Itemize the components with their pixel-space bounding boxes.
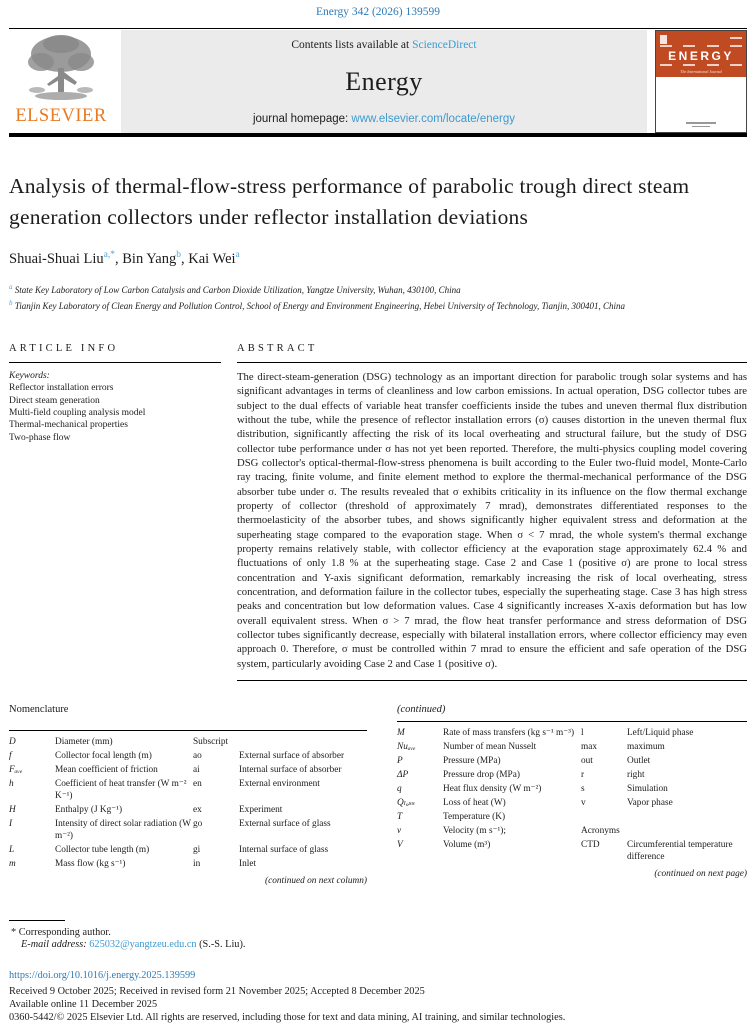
article-title: Analysis of thermal-flow-stress performance of parabolic trough direct steam generation collectors under reflector installation deviations	[9, 174, 690, 229]
author-affil-sup: b	[176, 250, 181, 260]
header-divider	[9, 133, 747, 137]
email-suffix: (S.-S. Liu).	[196, 939, 246, 951]
nomenclature-row	[397, 810, 747, 824]
abstract-rule	[237, 362, 747, 363]
abstract-text: The direct-steam-generation (DSG) technology as an important direction for parabolic trough solar systems and has significant advantages in terms of cleanliness and low carbon emissions. In actual operation, DSG collector tubes are subject to the dual effects of variable heat transfer coefficients inside the tubes and uneven thermal flux distribution without the tube, while the presence of reflector installation errors (σ) causes distortion in the uneven thermal flux distribution, significantly affecting the risk of its local overheating and structural failure, but the study of DSG collector tube performance under σ has not yet been reported. Therefore, the multi-physics coupling model covering DSG collector's optical-thermal-flow-stress phenomena is built according to the Euler two-fluid model, Monte-Carlo ray tracing, finite volume, and finite element method to explore the thermal-mechanical performance of the DSG absorber tube under σ. The results revealed that σ exhibits criticality in its influence on the flow thermal exchange property of collector (threshold of approximately 7 mrad), demonstrates differentiated responses to the thermoelasticity of the absorber tubes, and shows significantly higher equivalent stress and deformation at the superheating stage compared to the evaporation stage. When σ < 7 mrad, the whole system's thermal exchange property remains relatively stable, with collector efficiency at the evaporation stage approximately 62.4 % and fluctuations of only 1.8 % at the superheating stage. Case 2 and Case 1 (positive σ) are prone to local stress concentration and Y-axis significant deformation, remarkably increasing the risk of local overheating, stress concentration, and deformation failure in the collector tubes, especially the superheating stage. Case 3 has high stress peaks and concentration but low deformation values. Case 4 significantly increases X-axis deformation but has low overall equivalent stress. When σ > 7 mrad, the flow heat transfer performance and stress deformation of DSG collector tubes significantly decrease, especially with bilateral installation errors, where collector efficiency may even approach 0. Therefore, σ must be controlled within 7 mrad to ensure the efficient and safe operation of the DSG system, particularly avoiding Case 2 and Case 1 (positive σ).	[237, 370, 747, 670]
nomenclature-cell: Inlet	[239, 859, 257, 870]
info-abstract-section	[9, 343, 747, 681]
nomenclature-row	[397, 824, 747, 838]
nomenclature-cell: Outlet	[627, 756, 651, 767]
nomenclature-row	[397, 782, 747, 796]
nomenclature-continued-heading: (continued)	[397, 704, 446, 716]
cover-header-row	[656, 44, 746, 48]
nomenclature-cell: Velocity (m s⁻¹);	[443, 826, 506, 837]
contents-prefix: Contents lists available at	[291, 39, 413, 51]
affiliation-text: State Key Laboratory of Low Carbon Catalysis and Carbon Dioxide Utilization, Yangtze University, Wuhan, 430100, China	[12, 284, 461, 295]
nomenclature-cell	[581, 811, 627, 823]
nomenclature-cell: L	[9, 845, 15, 856]
nomenclature-section	[9, 704, 747, 886]
nomenclature-cell: in	[193, 859, 201, 870]
nomenclature-cell	[239, 736, 367, 748]
nomenclature-cell: Temperature (K)	[443, 812, 506, 823]
continued-next-column-note: (continued on next column)	[265, 876, 367, 887]
nomenclature-cell: Mass flow (kg s⁻¹)	[55, 859, 126, 870]
author-separator: ,	[181, 250, 189, 267]
author-separator: ,	[115, 250, 123, 267]
nomenclature-cell: Number of mean Nusselt	[443, 742, 537, 753]
nomenclature-cell: Coefficient of heat transfer (W m⁻² K⁻¹)	[55, 779, 187, 802]
nomenclature-cell: f	[9, 751, 12, 762]
nomenclature-cell: T	[397, 812, 403, 823]
cover-subtitle: The International Journal	[680, 69, 722, 74]
nomenclature-cell: Pressure (MPa)	[443, 756, 501, 767]
nomenclature-cell: Subscript	[193, 737, 229, 748]
nomenclature-cell: CTD	[581, 840, 600, 851]
journal-citation: Energy 342 (2026) 139599	[315, 6, 441, 18]
cover-mini-text	[730, 37, 742, 39]
email-label: E-mail address:	[21, 939, 87, 951]
keyword-item: Thermal-mechanical properties	[9, 420, 128, 431]
affiliation-line	[9, 297, 747, 314]
nomenclature-cell: m	[9, 859, 16, 870]
available-online: Available online 11 December 2025	[9, 998, 158, 1010]
nomenclature-cell: q	[397, 784, 402, 795]
nomenclature-heading: Nomenclature	[9, 704, 69, 716]
elsevier-logo[interactable]	[9, 30, 113, 133]
author-affil-sup: a,*	[103, 250, 115, 260]
nomenclature-cell: Rate of mass transfers (kg s⁻¹ m⁻³)	[443, 728, 575, 739]
nomenclature-cell: Heat flux density (W m⁻²)	[443, 784, 542, 795]
nomenclature-cell: Vapor phase	[627, 798, 673, 809]
nomenclature-cell: Qₗₒₛₛ	[397, 798, 415, 809]
sciencedirect-link[interactable]: ScienceDirect	[412, 39, 477, 51]
nomenclature-table-right	[397, 721, 747, 864]
keywords-label: Keywords:	[9, 370, 50, 381]
author-affil-sup: a	[235, 250, 240, 260]
nomenclature-cell: max	[581, 742, 598, 753]
nomenclature-cell: Internal surface of absorber	[239, 765, 342, 776]
banner-center-panel	[121, 30, 647, 133]
nomenclature-cell: Collector focal length (m)	[55, 751, 152, 762]
nomenclature-cell: v	[397, 826, 402, 837]
affiliation-sup: a	[9, 282, 13, 291]
nomenclature-cell: Internal surface of glass	[239, 845, 329, 856]
author-name[interactable]: Bin Yang	[122, 250, 177, 267]
nomenclature-row	[9, 857, 367, 871]
article-info-column	[9, 343, 221, 681]
nomenclature-row	[397, 768, 747, 782]
cover-footer-row	[656, 63, 746, 67]
keyword-item: Direct steam generation	[9, 395, 100, 406]
nomenclature-cell: go	[193, 819, 203, 830]
cover-title: ENERGY	[668, 49, 734, 63]
nomenclature-cell: I	[9, 819, 13, 830]
nomenclature-cell: Enthalpy (J Kg⁻¹)	[55, 805, 123, 816]
nomenclature-cell: Nuₐᵥₑ	[397, 742, 416, 753]
author-name[interactable]: Kai Wei	[188, 250, 236, 267]
nomenclature-cell: External surface of absorber	[239, 751, 345, 762]
homepage-prefix: journal homepage:	[252, 113, 352, 125]
nomenclature-cell: Simulation	[627, 784, 668, 795]
nomenclature-row	[9, 749, 367, 763]
affiliations	[9, 281, 747, 314]
nomenclature-row	[397, 796, 747, 810]
cover-masthead	[656, 31, 746, 77]
author-line	[9, 250, 747, 268]
abstract-bottom-rule	[237, 680, 747, 681]
nomenclature-cell: External environment	[239, 779, 320, 790]
corresponding-author-note: * Corresponding author.	[11, 927, 111, 939]
continued-next-page-note: (continued on next page)	[654, 869, 747, 880]
nomenclature-cell: H	[9, 805, 16, 816]
nomenclature-cell	[627, 825, 747, 837]
nomenclature-cell: v	[581, 798, 586, 809]
nomenclature-cell: r	[581, 770, 585, 781]
keyword-item: Reflector installation errors	[9, 383, 114, 394]
received-dates: Received 9 October 2025; Received in revised form 21 November 2025; Accepted 8 December 2025	[9, 985, 425, 997]
nomenclature-cell: s	[581, 784, 585, 795]
nomenclature-cell: P	[397, 756, 403, 767]
nomenclature-cell: ao	[193, 751, 202, 762]
nomenclature-table-left	[9, 730, 367, 871]
contents-line	[291, 39, 476, 51]
article-info-heading: ARTICLE INFO	[9, 342, 119, 354]
nomenclature-row	[9, 777, 367, 803]
doi-link[interactable]: https://doi.org/10.1016/j.energy.2025.139599	[9, 970, 196, 982]
nomenclature-cell: gi	[193, 845, 201, 856]
nomenclature-cell: V	[397, 840, 403, 851]
journal-banner	[9, 30, 747, 133]
nomenclature-cell: External surface of glass	[239, 819, 331, 830]
nomenclature-right-column	[397, 704, 747, 886]
keywords-block	[9, 370, 221, 444]
nomenclature-row	[9, 735, 367, 749]
journal-cover-thumbnail[interactable]	[655, 30, 747, 133]
nomenclature-cell: h	[9, 779, 14, 790]
email-line	[9, 939, 756, 950]
nomenclature-row	[397, 754, 747, 768]
nomenclature-cell: Collector tube length (m)	[55, 845, 150, 856]
nomenclature-cell: D	[9, 737, 16, 748]
nomenclature-cell: maximum	[627, 742, 665, 753]
keyword-item: Multi-field coupling analysis model	[9, 408, 146, 419]
nomenclature-cell	[627, 811, 747, 823]
nomenclature-cell: Fₐᵥₑ	[9, 765, 23, 776]
cover-body	[656, 77, 746, 132]
nomenclature-row	[9, 763, 367, 777]
copyright-line: 0360-5442/© 2025 Elsevier Ltd. All rights are reserved, including those for text and data mining, AI training, and similar technologies.	[9, 1011, 566, 1023]
nomenclature-row	[9, 843, 367, 857]
nomenclature-cell: Pressure drop (MPa)	[443, 770, 520, 781]
affiliation-text: Tianjin Key Laboratory of Clean Energy and Pollution Control, School of Energy and Environment Engineering, Hebei University of Technology, Tianjin, 300401, China	[12, 301, 626, 312]
nomenclature-cell: out	[581, 756, 593, 767]
affiliation-line	[9, 281, 747, 298]
abstract-column	[237, 343, 747, 681]
nomenclature-row	[397, 740, 747, 754]
cover-publisher-mark	[656, 122, 746, 127]
elsevier-wordmark: ELSEVIER	[15, 106, 107, 126]
footnote-rule	[9, 920, 65, 921]
author-name[interactable]: Shuai-Shuai Liu	[9, 250, 104, 267]
article-info-rule	[9, 362, 221, 363]
elsevier-tree-icon	[25, 32, 97, 106]
footer-block	[9, 970, 747, 1024]
nomenclature-row	[397, 838, 747, 864]
nomenclature-row	[9, 803, 367, 817]
nomenclature-cell: Acronyms	[581, 826, 620, 837]
nomenclature-cell: Intensity of direct solar radiation (W m⁻²)	[55, 819, 191, 842]
abstract-heading: ABSTRACT	[237, 342, 318, 354]
nomenclature-cell: l	[581, 728, 584, 739]
affiliation-sup: b	[9, 299, 13, 308]
nomenclature-cell: ex	[193, 805, 202, 816]
nomenclature-cell: Diameter (mm)	[55, 737, 113, 748]
nomenclature-cell: right	[627, 770, 645, 781]
nomenclature-cell: Volume (m³)	[443, 840, 491, 851]
nomenclature-cell: Experiment	[239, 805, 283, 816]
top-rule	[9, 28, 747, 29]
nomenclature-cell: ΔP	[397, 770, 409, 781]
nomenclature-row	[397, 726, 747, 740]
keyword-item: Two-phase flow	[9, 432, 71, 443]
nomenclature-cell: Left/Liquid phase	[627, 728, 694, 739]
nomenclature-row	[9, 817, 367, 843]
nomenclature-cell: Mean coefficient of friction	[55, 765, 158, 776]
nomenclature-left-column	[9, 704, 367, 886]
homepage-url-link[interactable]: www.elsevier.com/locate/energy	[351, 113, 516, 125]
homepage-line	[253, 113, 515, 125]
nomenclature-cell: Loss of heat (W)	[443, 798, 506, 809]
email-link[interactable]: 625032@yangtzeu.edu.cn	[89, 939, 197, 951]
nomenclature-cell: M	[397, 728, 405, 739]
footnote-block	[9, 920, 756, 950]
nomenclature-cell: ai	[193, 765, 200, 776]
journal-title: Energy	[345, 67, 423, 96]
nomenclature-cell: en	[193, 779, 202, 790]
cover-mini-logo	[660, 35, 667, 44]
nomenclature-cell: Circumferential temperature difference	[627, 840, 733, 863]
